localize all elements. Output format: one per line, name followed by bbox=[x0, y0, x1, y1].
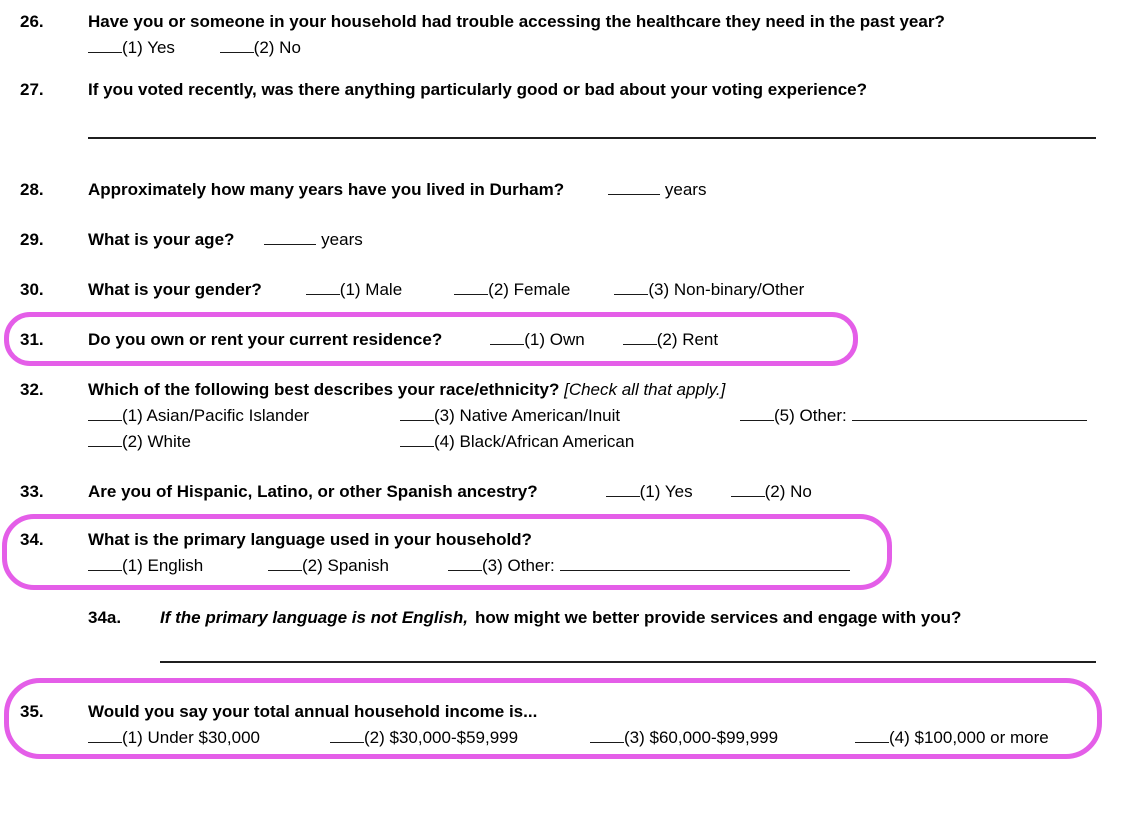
answer-blank[interactable] bbox=[731, 481, 765, 497]
option-other-language: (3) Other: bbox=[448, 553, 850, 579]
answer-blank[interactable] bbox=[740, 405, 774, 421]
option-spanish: (2) Spanish bbox=[268, 553, 448, 579]
question-27 bbox=[0, 77, 1124, 139]
question-34-number: 34. bbox=[20, 530, 44, 549]
option-no: (2) No bbox=[220, 35, 301, 61]
question-26-options bbox=[88, 35, 1096, 61]
question-33-text: Are you of Hispanic, Latino, or other Spanish ancestry? (1) Yes (2) No bbox=[88, 482, 812, 501]
question-26-number: 26. bbox=[20, 12, 44, 31]
write-in-line[interactable] bbox=[160, 659, 1096, 663]
answer-blank[interactable] bbox=[614, 279, 648, 295]
question-34-text: What is the primary language used in your household? bbox=[88, 530, 532, 549]
option-own: (1) Own bbox=[490, 330, 584, 349]
question-32-options-row2 bbox=[88, 429, 1096, 455]
question-28-number: 28. bbox=[20, 180, 44, 199]
option-black-african-american: (4) Black/African American bbox=[400, 429, 634, 455]
option-nonbinary: (3) Non-binary/Other bbox=[614, 280, 804, 299]
question-30 bbox=[0, 277, 1124, 303]
option-no: (2) No bbox=[731, 482, 812, 501]
option-english: (1) English bbox=[88, 553, 268, 579]
question-29-text: What is your age? years bbox=[88, 230, 363, 249]
question-29 bbox=[0, 227, 1124, 253]
option-60k-99k: (3) $60,000-$99,999 bbox=[590, 725, 855, 751]
answer-blank[interactable] bbox=[448, 555, 482, 571]
other-write-in[interactable] bbox=[852, 405, 1087, 421]
question-34-options bbox=[88, 553, 1096, 579]
answer-blank[interactable] bbox=[606, 481, 640, 497]
question-31-number: 31. bbox=[20, 330, 44, 349]
option-female: (2) Female bbox=[454, 280, 570, 299]
option-white: (2) White bbox=[88, 429, 400, 455]
question-34a bbox=[0, 605, 1124, 663]
question-28-text: Approximately how many years have you lived in Durham? years bbox=[88, 180, 707, 199]
option-asian-pacific: (1) Asian/Pacific Islander bbox=[88, 403, 400, 429]
answer-blank[interactable] bbox=[88, 555, 122, 571]
question-33 bbox=[0, 479, 1124, 505]
answer-blank[interactable] bbox=[330, 727, 364, 743]
option-yes: (1) Yes bbox=[606, 482, 693, 501]
question-30-number: 30. bbox=[20, 280, 44, 299]
answer-blank[interactable] bbox=[88, 431, 122, 447]
answer-blank[interactable] bbox=[88, 37, 122, 53]
option-100k-plus: (4) $100,000 or more bbox=[855, 725, 1049, 751]
question-27-number: 27. bbox=[20, 80, 44, 99]
question-31-text: Do you own or rent your current residence? (1) Own (2) Rent bbox=[88, 330, 719, 349]
question-35-number: 35. bbox=[20, 702, 44, 721]
option-yes: (1) Yes bbox=[88, 35, 175, 61]
question-26-text: Have you or someone in your household had trouble accessing the healthcare they need in the past year? bbox=[88, 12, 945, 31]
option-rent: (2) Rent bbox=[623, 330, 718, 349]
other-write-in[interactable] bbox=[560, 555, 850, 571]
answer-blank[interactable] bbox=[268, 555, 302, 571]
option-native-american: (3) Native American/Inuit bbox=[400, 403, 740, 429]
option-other-race: (5) Other: bbox=[740, 403, 1087, 429]
option-30k-59k: (2) $30,000-$59,999 bbox=[330, 725, 590, 751]
question-34 bbox=[0, 527, 1124, 579]
option-under-30k: (1) Under $30,000 bbox=[88, 725, 330, 751]
answer-blank[interactable] bbox=[590, 727, 624, 743]
answer-blank[interactable] bbox=[608, 179, 660, 195]
answer-blank[interactable] bbox=[490, 329, 524, 345]
question-33-number: 33. bbox=[20, 482, 44, 501]
answer-blank[interactable] bbox=[88, 405, 122, 421]
question-34a-text: If the primary language is not English, how might we better provide services and engage with you? bbox=[160, 608, 962, 627]
answer-blank[interactable] bbox=[400, 431, 434, 447]
question-32 bbox=[0, 377, 1124, 455]
question-32-number: 32. bbox=[20, 380, 44, 399]
question-31 bbox=[0, 327, 1124, 353]
question-35-options bbox=[88, 725, 1096, 751]
question-27-text: If you voted recently, was there anything particularly good or bad about your voting experience? bbox=[88, 80, 867, 99]
answer-blank[interactable] bbox=[623, 329, 657, 345]
question-34a-number: 34a. bbox=[88, 608, 122, 627]
check-all-note: [Check all that apply.] bbox=[564, 380, 726, 399]
question-28 bbox=[0, 177, 1124, 203]
question-29-number: 29. bbox=[20, 230, 44, 249]
answer-blank[interactable] bbox=[306, 279, 340, 295]
question-32-text: Which of the following best describes your race/ethnicity? [Check all that apply.] bbox=[88, 380, 726, 399]
conditional-clause: If the primary language is not English, bbox=[160, 608, 468, 627]
question-35-text: Would you say your total annual household income is... bbox=[88, 702, 538, 721]
answer-blank[interactable] bbox=[220, 37, 254, 53]
write-in-line[interactable] bbox=[88, 135, 1096, 139]
question-34a-gutter bbox=[0, 605, 88, 663]
question-26 bbox=[0, 9, 1124, 61]
answer-blank[interactable] bbox=[264, 229, 316, 245]
answer-blank[interactable] bbox=[855, 727, 889, 743]
answer-blank[interactable] bbox=[454, 279, 488, 295]
option-male: (1) Male bbox=[306, 280, 402, 299]
question-30-text: What is your gender? (1) Male (2) Female (3) Non-binary/Other bbox=[88, 280, 805, 299]
question-32-options-row1 bbox=[88, 403, 1096, 429]
answer-blank[interactable] bbox=[400, 405, 434, 421]
question-35 bbox=[0, 699, 1124, 751]
answer-blank[interactable] bbox=[88, 727, 122, 743]
